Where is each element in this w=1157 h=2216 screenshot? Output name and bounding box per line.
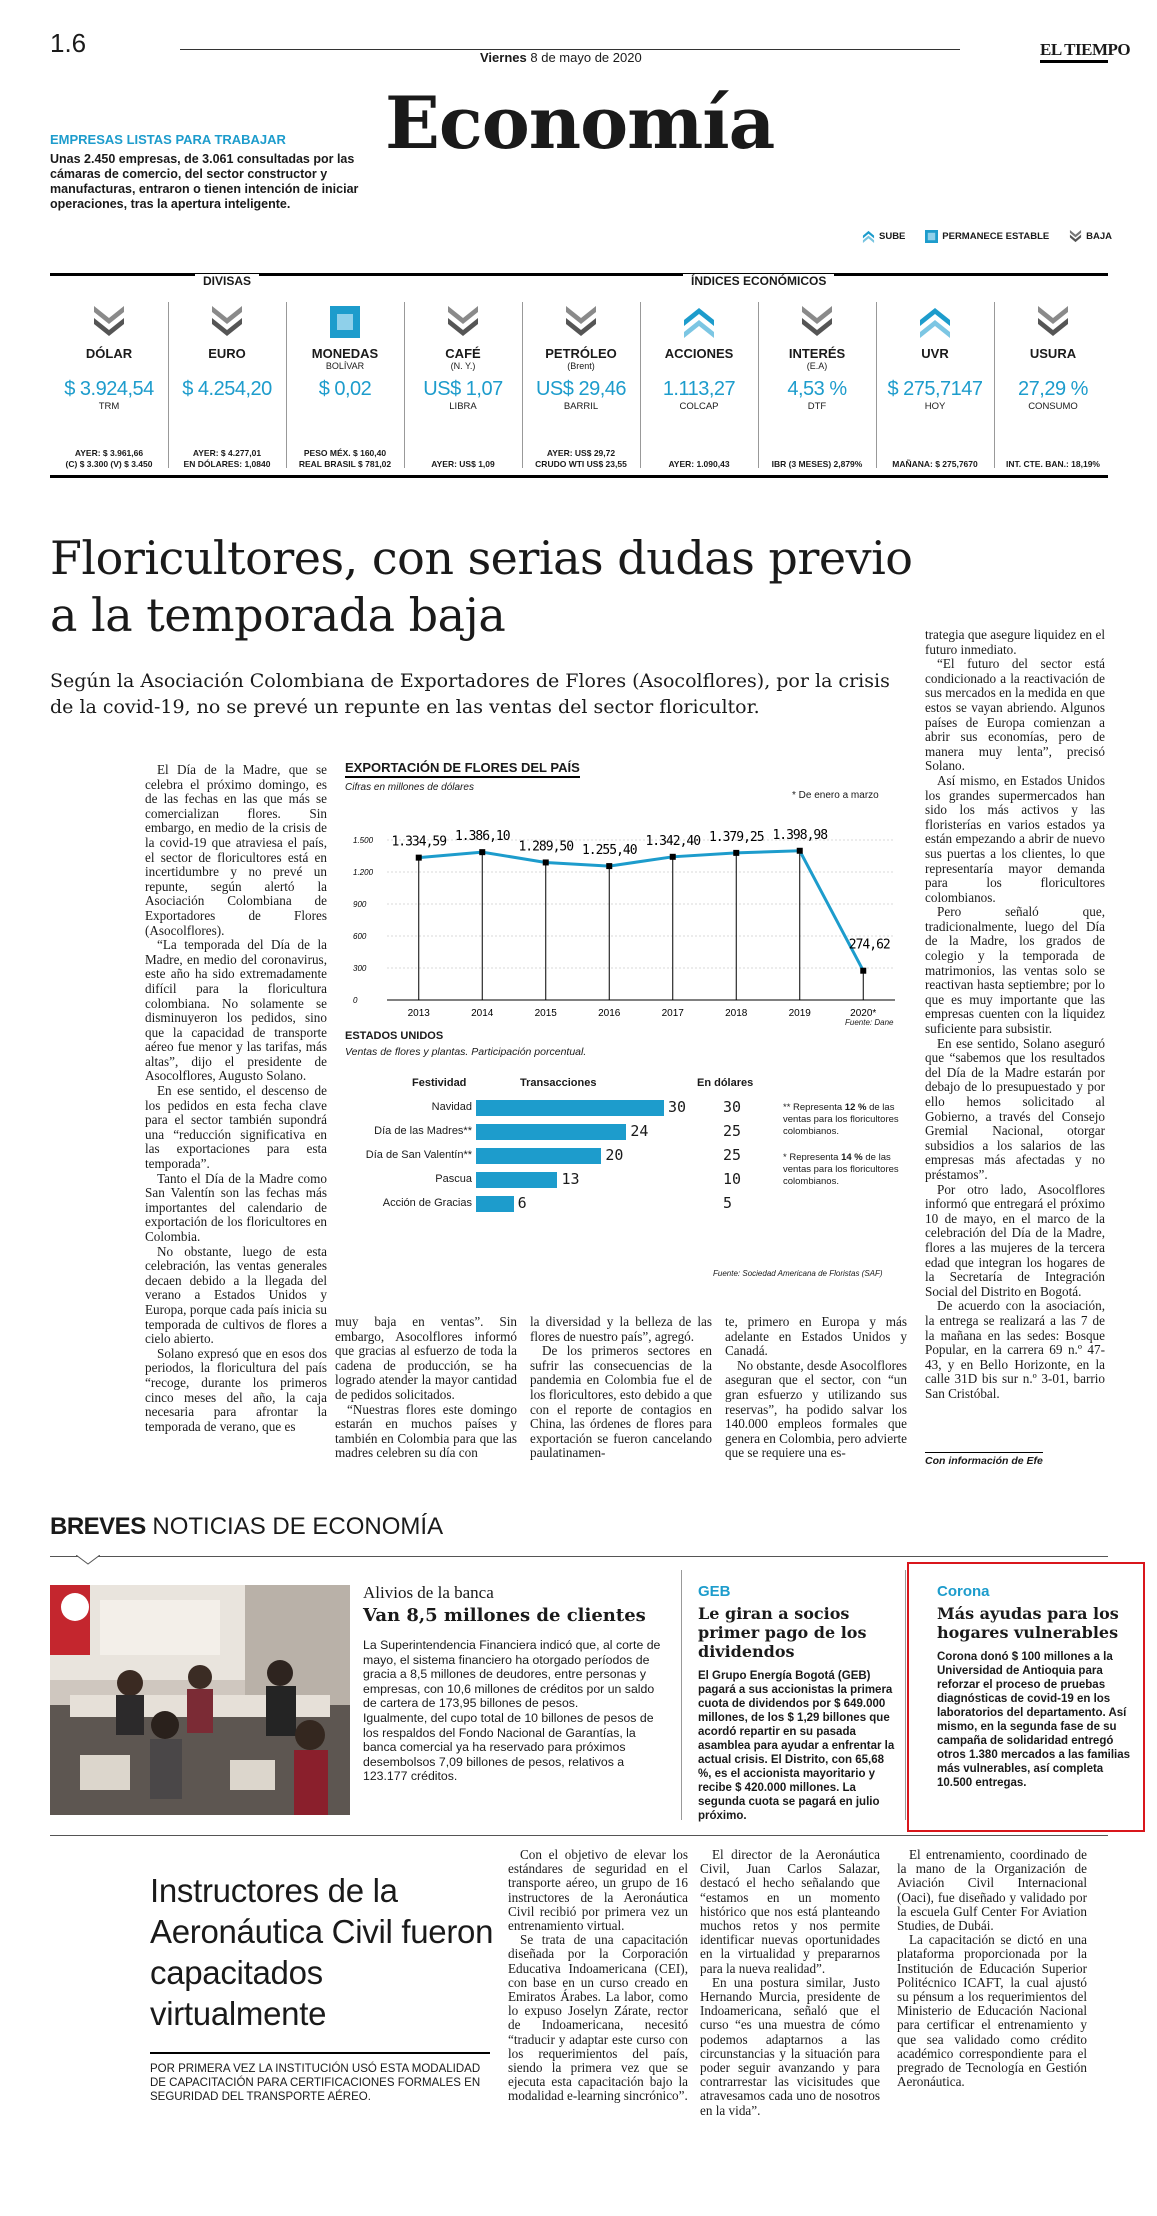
x-tick-label: 2018 bbox=[725, 1008, 748, 1019]
table-subtitle: Ventas de flores y plantas. Participación porcentual. bbox=[345, 1046, 587, 1058]
lower-section-rule bbox=[50, 1835, 1108, 1836]
index-5 bbox=[640, 296, 758, 470]
data-label: 1.386,10 bbox=[454, 829, 510, 845]
up-chevron-icon bbox=[862, 230, 875, 243]
trend-legend bbox=[862, 230, 1112, 243]
x-tick-label: 2020* bbox=[850, 1008, 877, 1019]
aero-rule bbox=[150, 2052, 490, 2054]
index-sub bbox=[876, 361, 994, 372]
bar-row bbox=[345, 1194, 825, 1216]
index-value: $ 4.254,20 bbox=[182, 378, 272, 400]
y-tick-label: 1.500 bbox=[353, 836, 374, 845]
breves-title: BREVES NOTICIAS DE ECONOMÍA bbox=[50, 1513, 444, 1540]
x-tick-label: 2019 bbox=[788, 1008, 811, 1019]
data-point bbox=[797, 848, 803, 854]
aero-column-2: El director de la Aeronáutica Civil, Juan Carlos Salazar, destacó el hecho señalando que “estamos en un momento histórico que nos está planteando muchos retos y nos permite identificar nuevas oportunidades en la virtualidad y prepararnos para la nueva realidad”. En una postura similar, Justo Hernando Murcia, presidente de Indoamericana, señaló que el curso “es una muestra de cómo podemos adaptarnos a las circunstancias y la situación para poder seguir avanzando y para contrarrestar las vicisitudes que atravesamos cada uno de nosotros en la vida”. bbox=[700, 1847, 880, 2118]
index-unit: COLCAP bbox=[679, 401, 719, 412]
index-unit: LIBRA bbox=[449, 401, 477, 412]
breve-geb-body: El Grupo Energía Bogotá (GEB) pagará a sus accionistas la primera cuota de dividendos por $ 649.000 millones, de los $ 1,29 billones que acordó repartir en su pasada asamblea para ayudar a enfrentar la actual crisis. El Distrito, con 65,68 %, es el accionista mayoritario y recibe $ 420.000 millones. La segunda cuota se pagará en julio próximo. bbox=[698, 1670, 895, 1822]
indices-bottom-rule bbox=[50, 475, 1108, 478]
bar-row bbox=[345, 1170, 825, 1192]
index-note: INT. CTE. BAN.: 18,19% bbox=[1006, 459, 1100, 469]
trend-down-icon bbox=[210, 304, 244, 340]
index-divider bbox=[640, 302, 641, 468]
breves-rule bbox=[50, 1556, 1108, 1557]
paragraph: En ese sentido, el descenso de los pedidos en esta fecha clave para el sector también supondrá una “reducción significativa en las exportaciones para esta temporada”. bbox=[145, 1083, 327, 1172]
divisas-label: DIVISAS bbox=[195, 274, 259, 288]
section-title: Economía bbox=[385, 80, 775, 165]
bar bbox=[476, 1124, 626, 1140]
data-point bbox=[479, 849, 485, 855]
dollar-value: 30 bbox=[723, 1098, 742, 1116]
promo-body: Unas 2.450 empresas, de 3.061 consultadas por las cámaras de comercio, del sector constructor y manufacturas, entraron o tienen intención de iniciar operaciones, tras la apertura inteligente. bbox=[50, 152, 359, 211]
breves-notch-icon bbox=[76, 1555, 100, 1565]
legend-stable: PERMANECE ESTABLE bbox=[925, 230, 1049, 243]
chart-source: Fuente: Dane bbox=[845, 1018, 894, 1027]
index-note: AYER: 1.090,43 bbox=[668, 459, 730, 469]
article-subhead: Según la Asociación Colombiana de Exportadores de Flores (Asocolflores), por la crisis de la covid-19, no se prevé un repunte en las ventas del sector floricultor. bbox=[50, 670, 890, 718]
down-chevron-icon bbox=[1069, 230, 1082, 243]
paragraph: Por otro lado, Asocolflores informó que entregará el próximo 10 de mayo, en el marco de la celebración del Día de la Madre, flores a las mujeres de la tercera edad que integran los hogares de la Secretaría de Integración Social del Distrito en Bogotá. bbox=[925, 1181, 1105, 1299]
y-tick-label: 0 bbox=[353, 996, 358, 1005]
data-point bbox=[670, 854, 676, 860]
breve-geb-title: Le giran a socios primer pago de los dividendos bbox=[698, 1604, 867, 1661]
bar bbox=[476, 1172, 557, 1188]
page-number: 1.6 bbox=[50, 28, 87, 58]
data-label: 274,62 bbox=[848, 937, 890, 953]
article-column-1 bbox=[145, 763, 327, 1434]
data-point bbox=[606, 863, 612, 869]
index-6 bbox=[758, 296, 876, 470]
index-unit: TRM bbox=[98, 401, 120, 412]
breve-banca-kicker: Alivios de la banca bbox=[363, 1583, 494, 1602]
index-name: PETRÓLEO bbox=[545, 346, 617, 361]
article-column-5 bbox=[925, 628, 1105, 1401]
index-unit: HOY bbox=[924, 401, 946, 412]
data-point bbox=[733, 850, 739, 856]
article-credit: Con información de Efe bbox=[925, 1452, 1043, 1467]
table-header-transacciones: Transacciones bbox=[520, 1077, 597, 1089]
index-7 bbox=[876, 296, 994, 470]
paragraph: No obstante, luego de esta celebración, las ventas generales decaen debido a la llegada del verano a Estados Unidos y Europa, porque cada país inicia su temporada de cultivos de flores a cielo abierto. bbox=[145, 1243, 327, 1347]
bar-category: Pascua bbox=[435, 1173, 472, 1185]
index-4 bbox=[522, 296, 640, 470]
index-note: AYER: $ 4.277,01 EN DÓLARES: 1,0840 bbox=[183, 448, 271, 469]
bar bbox=[476, 1148, 601, 1164]
index-value: $ 3.924,54 bbox=[64, 378, 154, 400]
bar-row bbox=[345, 1146, 825, 1168]
index-unit: DTF bbox=[807, 401, 827, 412]
legend-down: BAJA bbox=[1069, 230, 1112, 243]
bar-category: Acción de Gracias bbox=[382, 1197, 472, 1209]
index-divider bbox=[286, 302, 287, 468]
paragraph: Solano expresó que en esos dos periodos, la floricultura del país “recoge, durante los primeros cinco meses del año, la caja necesaria para afrontar la temporada de verano, que es bbox=[145, 1345, 327, 1434]
index-sub: (E.A) bbox=[806, 361, 828, 371]
y-tick-label: 1.200 bbox=[353, 868, 374, 877]
aero-deck: POR PRIMERA VEZ LA INSTITUCIÓN USÓ ESTA MODALIDAD DE CAPACITACIÓN PARA CERTIFICACIONES FORMALES EN SEGURIDAD DEL TRANSPORTE AÉREO. bbox=[150, 2063, 481, 2103]
breve-geb bbox=[698, 1583, 898, 1823]
aero-column-1: Con el objetivo de elevar los estándares de seguridad en el transporte aéreo, un grupo de 16 instructores de la Aeronáutica Civil recibió por primera vez un entrenamiento virtual. Se trata de una capacitación diseñada por la Corporación Educativa Indoamericana (CEI), con base en un curso creado en Emiratos Árabes. La labor, como lo expuso Joselyn Zárate, rector de Indoamericana, necesitó “traducir y adaptar este curso con los requerimientos del país, siendo la primera vez que se ejecuta esta capacitación bajo la modalidad e-learning sincrónico”. bbox=[508, 1847, 688, 2104]
index-sub: (Brent) bbox=[567, 361, 595, 371]
paragraph: “El futuro del sector está condicionado a la reactivación de sus mercados en la medida en que estos se vayan abriendo. Algunos países de Europa comienzan a abrir sus economías, pero de manera muy lenta”, precisó Solano. bbox=[925, 656, 1105, 774]
trend-down-icon bbox=[1036, 304, 1070, 340]
x-tick-label: 2013 bbox=[407, 1008, 430, 1019]
trend-stable-icon bbox=[328, 304, 362, 340]
index-name: EURO bbox=[208, 346, 246, 361]
y-tick-label: 300 bbox=[353, 964, 367, 973]
index-note: IBR (3 MESES) 2,879% bbox=[771, 459, 863, 469]
index-name: INTERÉS bbox=[788, 346, 846, 361]
bar-value: 6 bbox=[517, 1194, 527, 1212]
index-name: USURA bbox=[1029, 346, 1077, 361]
table-header-dolares: En dólares bbox=[697, 1077, 754, 1089]
breve-corona-title: Más ayudas para los hogares vulnerables bbox=[937, 1604, 1119, 1642]
paragraph: Pero señaló que, tradicionalmente, luego del Día de la Madre, los grados de colegio y la temporada de matrimonios, las ventas solo se reactivan hasta septiembre; por lo que es muy importante que las empresas cuenten con la liquidez suficiente para subsistir. bbox=[925, 904, 1105, 1037]
index-divider bbox=[522, 302, 523, 468]
x-tick-label: 2014 bbox=[471, 1008, 494, 1019]
aero-column-3: El entrenamiento, coordinado de la mano de la Organización de Aviación Civil Internacional (Oaci), fue diseñado y validado por la escuela Gulf Center For Aviation Studies, de Dubái. La capacitación se dictó en una plataforma proporcionada por la Institución de Educación Superior Politécnico ICAFT, la cual ajustó su pénsum a los requerimientos del Ministerio de Educación Nacional para certificar el entrenamiento y que sea validado como crédito académico correspondiente para el pregrado de Tecnología en Gestión Aeronáutica. bbox=[897, 1847, 1087, 2090]
breve-corona-kicker: Corona bbox=[937, 1583, 990, 1600]
trend-down-icon bbox=[800, 304, 834, 340]
paragraph: El Día de la Madre, que se celebra el próximo domingo, es de las fechas en las que más se comercializan flores. Sin embargo, en medio de la crisis de la covid-19 que atraviesa el país, el sector de floricultores está en incertidumbre y no prevé un repunte, según alertó la Asociación Colombiana de Exportadores de Flores (Asocolflores). bbox=[145, 762, 327, 938]
bar-row bbox=[345, 1098, 825, 1120]
index-note: AYER: US$ 1,09 bbox=[431, 459, 495, 469]
breves-divider-2 bbox=[905, 1570, 906, 1820]
bar-value: 30 bbox=[668, 1098, 687, 1116]
stable-square-icon bbox=[925, 230, 938, 243]
index-note: AYER: $ 3.961,66 (C) $ 3.300 (V) $ 3.450 bbox=[65, 448, 153, 469]
breve-corona-body: Corona donó $ 100 millones a la Universidad de Antioquia para reforzar el proceso de pruebas diagnósticas de covid-19 en los laboratorios del departamento. Así mismo, en la segunda fase de su campaña de solidaridad entregó otros 1.380 mercados a las familias más vulnerables, así completa 10.500 entregas. bbox=[937, 1651, 1131, 1789]
table-header-festividad: Festividad bbox=[412, 1077, 467, 1089]
data-label: 1.342,40 bbox=[645, 833, 701, 849]
bar-category: Navidad bbox=[431, 1101, 472, 1113]
index-name: MONEDAS bbox=[311, 346, 379, 361]
promo-title: EMPRESAS LISTAS PARA TRABAJAR bbox=[50, 132, 286, 147]
data-point bbox=[860, 968, 866, 974]
photo-illustration bbox=[50, 1585, 350, 1815]
data-point bbox=[543, 859, 549, 865]
aero-headline: Instructores de la Aeronáutica Civil fueron capacitados virtualmente bbox=[150, 1872, 494, 2032]
trend-up-icon bbox=[918, 304, 952, 340]
paragraph: Tanto el Día de la Madre como San Valentín son las fechas más importantes del calendario de exportación de los floricultores en Colombia. bbox=[145, 1170, 327, 1244]
dollar-value: 10 bbox=[723, 1170, 742, 1188]
bar-value: 20 bbox=[605, 1146, 624, 1164]
chart-title: EXPORTACIÓN DE FLORES DEL PAÍS bbox=[345, 760, 580, 778]
issue-date bbox=[480, 50, 642, 65]
series-line bbox=[419, 851, 864, 971]
data-label: 1.379,25 bbox=[708, 829, 764, 845]
index-sub bbox=[994, 361, 1112, 372]
index-divider bbox=[876, 302, 877, 468]
paragraph: trategia que asegure liquidez en el futuro inmediato. bbox=[925, 627, 1105, 657]
chart-note: * De enero a marzo bbox=[792, 790, 879, 801]
x-tick-label: 2016 bbox=[598, 1008, 621, 1019]
index-sub: BOLÍVAR bbox=[325, 361, 365, 371]
index-note: MAÑANA: $ 275,7670 bbox=[892, 459, 978, 469]
bar-value: 13 bbox=[561, 1170, 580, 1188]
y-tick-label: 600 bbox=[353, 932, 367, 941]
breve-corona bbox=[937, 1583, 1137, 1790]
bar-row bbox=[345, 1122, 825, 1144]
table-source: Fuente: Sociedad Americana de Floristas (SAF) bbox=[713, 1269, 883, 1278]
chart-block bbox=[345, 760, 910, 1280]
data-label: 1.255,40 bbox=[581, 843, 637, 859]
trend-up-icon bbox=[682, 304, 716, 340]
bar-category: Día de las Madres** bbox=[374, 1125, 472, 1137]
dollar-value: 25 bbox=[723, 1146, 742, 1164]
index-divider bbox=[404, 302, 405, 468]
brand-logo: EL TIEMPO bbox=[1040, 40, 1131, 59]
index-divider bbox=[758, 302, 759, 468]
legend-up: SUBE bbox=[862, 230, 905, 243]
index-value: US$ 29,46 bbox=[535, 378, 626, 400]
table-note-1: ** Representa 12 % de las ventas para los floricultores colombianos. bbox=[783, 1102, 899, 1137]
paragraph: En ese sentido, Solano aseguró que “sabemos que los resultados del Día de la Madre estarán por debajo de lo presupuestado y por ello hemos solicitado al Gobierno, a través del Consejo Gremial Nacional, otorgar subsidios a los salarios de las empresas más afectadas y no préstamos”. bbox=[925, 1035, 1105, 1182]
data-point bbox=[416, 855, 422, 861]
bank-office-photo bbox=[50, 1585, 350, 1815]
index-note: PESO MÉX. $ 160,40 REAL BRASIL $ 781,02 bbox=[298, 448, 392, 469]
index-divider bbox=[994, 302, 995, 468]
bar-category: Día de San Valentín** bbox=[365, 1149, 472, 1161]
x-tick-label: 2015 bbox=[534, 1008, 557, 1019]
trend-down-icon bbox=[564, 304, 598, 340]
index-name: ACCIONES bbox=[664, 346, 734, 361]
breve-banca-title: Van 8,5 millones de clientes bbox=[363, 1605, 646, 1626]
x-tick-label: 2017 bbox=[661, 1008, 684, 1019]
index-value: 1.113,27 bbox=[662, 378, 736, 400]
index-sub bbox=[168, 361, 286, 372]
date-day: Viernes bbox=[480, 50, 527, 65]
indices-label: ÍNDICES ECONÓMICOS bbox=[683, 274, 834, 288]
paragraph: De acuerdo con la asociación, la entrega se realizará a las 7 de la mañana en las sedes: Bosque Popular, en la carrera 69 n.º 47-43, y en Bello Horizonte, en la calle 31D bis sur n.º 3-01, barrio San Cristóbal. bbox=[925, 1298, 1105, 1401]
article-column-4: te, primero en Europa y más adelante en Estados Unidos y Canadá. No obstante, desde Asocolflores aseguran que el sector, con “un gran esfuerzo y utilizando sus reservas”, ha podido salvar los 140.000 empleos formales que genera en Colombia, pero advierte que se requiere una es- bbox=[725, 1314, 907, 1461]
index-unit: BARRIL bbox=[563, 401, 599, 412]
index-value: $ 275,7147 bbox=[887, 378, 983, 400]
article-headline: Floricultores, con serias dudas previo a la temporada baja bbox=[50, 531, 913, 642]
table-title: ESTADOS UNIDOS bbox=[345, 1030, 444, 1042]
date-rest: 8 de mayo de 2020 bbox=[530, 50, 642, 65]
index-name: CAFÉ bbox=[445, 346, 481, 361]
line-chart bbox=[345, 800, 905, 1025]
index-1 bbox=[168, 296, 286, 470]
index-value: US$ 1,07 bbox=[423, 378, 503, 400]
table-note-2: * Representa 14 % de las ventas para los floricultores colombianos. bbox=[783, 1152, 899, 1187]
index-sub bbox=[640, 361, 758, 372]
bar bbox=[476, 1196, 514, 1212]
index-value: 4,53 % bbox=[787, 378, 847, 400]
article-column-2: muy baja en ventas”. Sin embargo, Asocolflores informó que gracias al esfuerzo de toda la cadena de producción, se ha logrado atender la mayor cantidad de pedidos solicitados. “Nuestras flores este domingo estarán en muchos países y también en Colombia para que las madres celebren su día con bbox=[335, 1314, 517, 1461]
dollar-value: 25 bbox=[723, 1122, 742, 1140]
index-note: AYER: US$ 29,72 CRUDO WTI US$ 23,55 bbox=[535, 448, 627, 469]
index-unit: CONSUMO bbox=[1028, 401, 1078, 412]
breve-banca bbox=[363, 1583, 663, 1784]
index-divider bbox=[168, 302, 169, 468]
index-value: $ 0,02 bbox=[318, 378, 372, 400]
data-label: 1.398,98 bbox=[772, 827, 828, 843]
bar bbox=[476, 1100, 664, 1116]
trend-down-icon bbox=[92, 304, 126, 340]
y-tick-label: 900 bbox=[353, 900, 367, 909]
index-value: 27,29 % bbox=[1018, 378, 1088, 400]
index-0 bbox=[50, 296, 168, 470]
index-name: DÓLAR bbox=[85, 346, 133, 361]
brand-rule bbox=[1040, 60, 1108, 63]
dollar-value: 5 bbox=[723, 1194, 733, 1212]
bar-value: 24 bbox=[630, 1122, 649, 1140]
breve-banca-body: La Superintendencia Financiera indicó que, al corte de mayo, el sistema financiero ha otorgado períodos de gracia a 8,5 millones de deudores, entre personas y empresas, con 10,6 millones de créditos por un saldo de cartera de 173,95 billones de pesos. Igualmente, del cupo total de 10 billones de pesos de los respaldos del Fondo Nacional de Garantías, la banca comercial ya ha reservado para próximos desembolsos 7,09 billones de pesos, relativos a 123.177 créditos. bbox=[363, 1638, 661, 1784]
trend-down-icon bbox=[446, 304, 480, 340]
data-label: 1.289,50 bbox=[518, 839, 574, 855]
index-3 bbox=[404, 296, 522, 470]
index-8 bbox=[994, 296, 1112, 470]
index-2 bbox=[286, 296, 404, 470]
breve-geb-kicker: GEB bbox=[698, 1583, 731, 1600]
index-name: UVR bbox=[921, 346, 949, 361]
paragraph: Así mismo, en Estados Unidos los grandes supermercados han sido los más activos y las floristerías en varios estados ya están empezando a abrir de nuevo sus puertas a los clientes, lo que representaría mayor demanda para los floricultores colombianos. bbox=[925, 772, 1105, 905]
paragraph: “La temporada del Día de la Madre, en medio del coronavirus, este año ha sido extremadamente difícil para la floricultura colombiana. No solamente se disminuyeron los pedidos, sino que la capacidad de transporte aéreo fue menor y las tarifas, más altas”, dijo el presidente de Asocolflores, Augusto Solano. bbox=[145, 937, 327, 1084]
chart-subtitle: Cifras en millones de dólares bbox=[345, 782, 474, 793]
article-column-3: la diversidad y la belleza de las flores de nuestro país”, agregó. De los primeros sectores en sufrir las consecuencias de la pandemia en Colombia fue el de los floricultores, esto debido a que con el reporte de contagios en China, las órdenes de flores para exportación se fueron cancelando paulatinamen- bbox=[530, 1314, 712, 1461]
data-label: 1.334,59 bbox=[391, 834, 447, 850]
index-sub bbox=[50, 361, 168, 372]
breves-divider-1 bbox=[681, 1570, 682, 1820]
index-sub: (N. Y.) bbox=[450, 361, 476, 371]
